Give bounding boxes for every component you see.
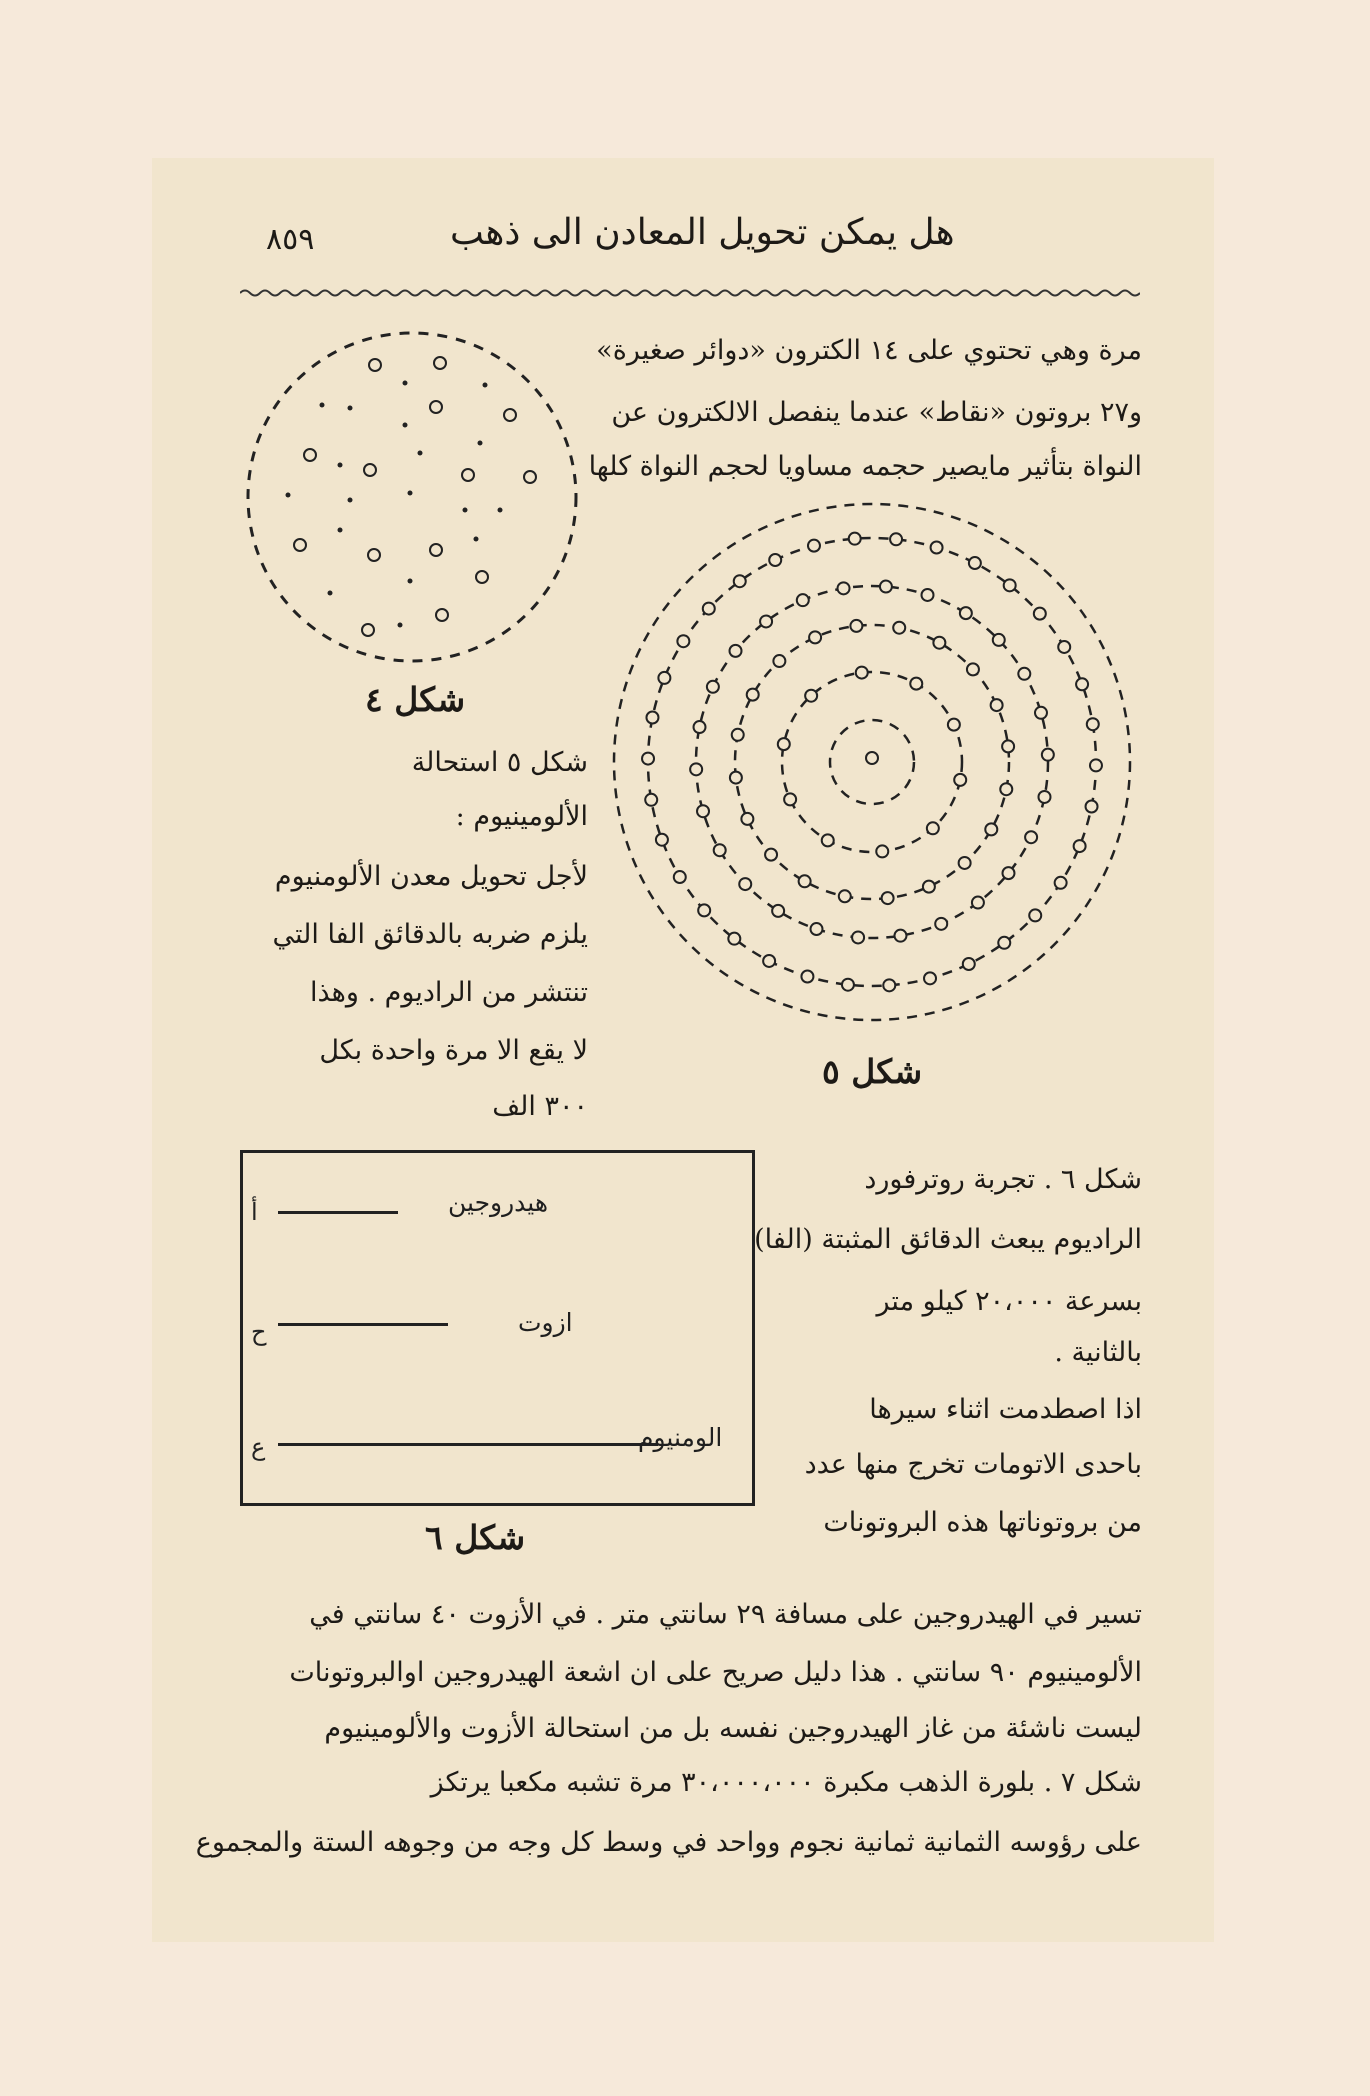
page-number: ٨٥٩ <box>266 222 315 257</box>
electron-circle <box>1018 668 1030 680</box>
electron-circle <box>763 955 775 967</box>
electron-circle <box>658 672 670 684</box>
electron-circle <box>809 631 821 643</box>
electron-circle <box>1002 740 1014 752</box>
electron-circle <box>698 904 710 916</box>
top-paragraph-line-1: مرة وهي تحتوي على ١٤ الكترون «دوائر صغيرة» <box>596 335 1142 366</box>
electron-circle <box>876 845 888 857</box>
left-column-line-3: لأجل تحويل معدن الألومنيوم <box>274 861 588 892</box>
electron-circle <box>690 763 702 775</box>
electron-circle <box>924 972 936 984</box>
running-header-title: هل يمكن تحويل المعادن الى ذهب <box>450 212 955 253</box>
electron-circle <box>707 681 719 693</box>
electron-circle <box>972 897 984 909</box>
electron-circle <box>703 603 715 615</box>
electron-circle <box>1087 718 1099 730</box>
right-column-line-6: باحدى الاتومات تخرج منها عدد <box>804 1449 1142 1480</box>
right-column-line-4: بالثانية . <box>1054 1337 1142 1368</box>
nitrogen-range-bar <box>278 1323 448 1326</box>
electron-circle <box>801 970 813 982</box>
hydrogen-label: هيدروجين <box>448 1188 549 1217</box>
electron-circle <box>985 823 997 835</box>
electron-circle <box>799 875 811 887</box>
electron-circle <box>822 834 834 846</box>
electron-circle <box>739 878 751 890</box>
top-paragraph-line-3: النواة بتأثير مايصير حجمه مساويا لحجم النواة كلها <box>588 451 1142 482</box>
electron-circle <box>838 582 850 594</box>
electron-circle <box>1090 759 1102 771</box>
electron-circle <box>1025 831 1037 843</box>
bottom-paragraph-line-3: ليست ناشئة من غاز الهيدروجين نفسه بل من استحالة الأزوت والألومينيوم <box>324 1713 1142 1744</box>
marker-2: ح <box>251 1318 267 1346</box>
electron-circle <box>850 620 862 632</box>
electron-circle <box>931 542 943 554</box>
electron-circle <box>1035 707 1047 719</box>
electron-circle <box>1038 791 1050 803</box>
electron-circle <box>839 890 851 902</box>
electron-circle <box>1002 867 1014 879</box>
left-column-line-2: الألومينيوم : <box>455 801 588 832</box>
electron-circle <box>769 554 781 566</box>
left-column-line-5: تنتشر من الراديوم . وهذا <box>309 977 588 1008</box>
aluminium-range-bar <box>278 1443 658 1446</box>
figure-5-diagram <box>605 495 1140 1030</box>
electron-circle <box>1004 579 1016 591</box>
electron-circle <box>773 655 785 667</box>
bottom-paragraph-line-4: شكل ٧ . بلورة الذهب مكبرة ٣٠،٠٠٠،٠٠٠ مرة تشبه مكعبا يرتكز <box>430 1767 1142 1798</box>
electron-circle <box>732 729 744 741</box>
electron-circle <box>808 540 820 552</box>
right-column-line-5: اذا اصطدمت اثناء سيرها <box>869 1394 1142 1425</box>
bottom-paragraph-line-2: الألومينيوم ٩٠ سانتي . هذا دليل صريح على ان اشعة الهيدروجين اوالبروتونات <box>289 1657 1142 1688</box>
electron-circle <box>954 774 966 786</box>
electron-circle <box>910 678 922 690</box>
electron-circle <box>805 690 817 702</box>
electron-circle <box>677 635 689 647</box>
electron-circle <box>893 622 905 634</box>
electron-circle <box>1034 608 1046 620</box>
electron-circle <box>882 892 894 904</box>
electron-circle <box>960 607 972 619</box>
electron-circle <box>963 958 975 970</box>
electron-circle <box>998 937 1010 949</box>
electron-circle <box>1058 641 1070 653</box>
bottom-paragraph-line-5: على رؤوسه الثمانية ثمانية نجوم وواحد في وسط كل وجه من وجوهه الستة والمجموع <box>195 1827 1142 1858</box>
electron-circle <box>797 594 809 606</box>
electron-circle <box>883 979 895 991</box>
electron-circle <box>1055 877 1067 889</box>
electron-circle <box>1042 749 1054 761</box>
figure-6-experiment-box <box>240 1150 755 1506</box>
figure-6-label: شكل ٦ <box>425 1518 526 1557</box>
electron-circle <box>697 805 709 817</box>
electron-circle <box>730 645 742 657</box>
electron-circle <box>1076 678 1088 690</box>
figure-4-diagram <box>240 325 585 670</box>
electron-circle <box>935 918 947 930</box>
electron-circle <box>856 667 868 679</box>
electron-circle <box>674 871 686 883</box>
electron-circle <box>714 844 726 856</box>
electron-circle <box>645 794 657 806</box>
electron-circle <box>948 719 960 731</box>
electron-circle <box>991 699 1003 711</box>
left-column-line-6: لا يقع الا مرة واحدة بكل <box>319 1035 588 1066</box>
electron-circle <box>1000 783 1012 795</box>
header-wavy-rule <box>240 288 1140 298</box>
electron-circle <box>730 772 742 784</box>
electron-circle <box>969 557 981 569</box>
electron-circle <box>880 581 892 593</box>
top-paragraph-line-2: و٢٧ بروتون «نقاط» عندما ينفصل الالكترون عن <box>611 397 1142 428</box>
electron-circle <box>993 634 1005 646</box>
electron-circle <box>852 931 864 943</box>
electron-circle <box>967 663 979 675</box>
electron-circle <box>728 933 740 945</box>
electron-circle <box>933 637 945 649</box>
electron-circle <box>959 857 971 869</box>
aluminium-label: الومنيوم <box>638 1423 723 1452</box>
electron-circle <box>1029 909 1041 921</box>
electron-circle <box>784 793 796 805</box>
right-column-line-1: شكل ٦ . تجربة روترفورد <box>864 1164 1142 1195</box>
electron-circle <box>849 533 861 545</box>
marker-3: ع <box>251 1433 266 1461</box>
bottom-paragraph-line-1: تسير في الهيدروجين على مسافة ٢٩ سانتي متر . في الأزوت ٤٠ سانتي في <box>309 1599 1142 1630</box>
electron-circle <box>927 822 939 834</box>
figure-4-label: شكل ٤ <box>365 680 466 719</box>
right-column-line-2: الراديوم يبعث الدقائق المثبتة (الفا) <box>754 1224 1142 1255</box>
electron-circle <box>765 849 777 861</box>
hydrogen-range-bar <box>278 1211 398 1214</box>
electron-circle <box>890 533 902 545</box>
nitrogen-label: ازوت <box>518 1308 573 1337</box>
electron-circle <box>760 615 772 627</box>
right-column-line-7: من بروتوناتها هذه البروتونات <box>823 1507 1142 1538</box>
left-column-line-7: ٣٠٠ الف <box>492 1091 588 1122</box>
electron-circle <box>894 930 906 942</box>
left-column-line-1: شكل ٥ استحالة <box>411 747 588 778</box>
electron-circle <box>741 813 753 825</box>
electron-circle <box>642 753 654 765</box>
right-column-line-3: بسرعة ٢٠،٠٠٠ كيلو متر <box>876 1286 1142 1317</box>
electron-circle <box>810 923 822 935</box>
electron-circle <box>772 905 784 917</box>
electron-circle <box>923 881 935 893</box>
electron-circle <box>922 589 934 601</box>
electron-circle <box>694 721 706 733</box>
left-column-line-4: يلزم ضربه بالدقائق الفا التي <box>272 919 588 950</box>
marker-1: أ <box>251 1198 258 1226</box>
electron-circle <box>842 979 854 991</box>
electron-circle <box>656 834 668 846</box>
electron-circle <box>734 575 746 587</box>
electron-circle <box>778 738 790 750</box>
electron-circle <box>1074 840 1086 852</box>
figure-5-label: شكل ٥ <box>822 1052 923 1091</box>
electron-circle <box>646 711 658 723</box>
electron-circle <box>1086 801 1098 813</box>
electron-circle <box>747 689 759 701</box>
